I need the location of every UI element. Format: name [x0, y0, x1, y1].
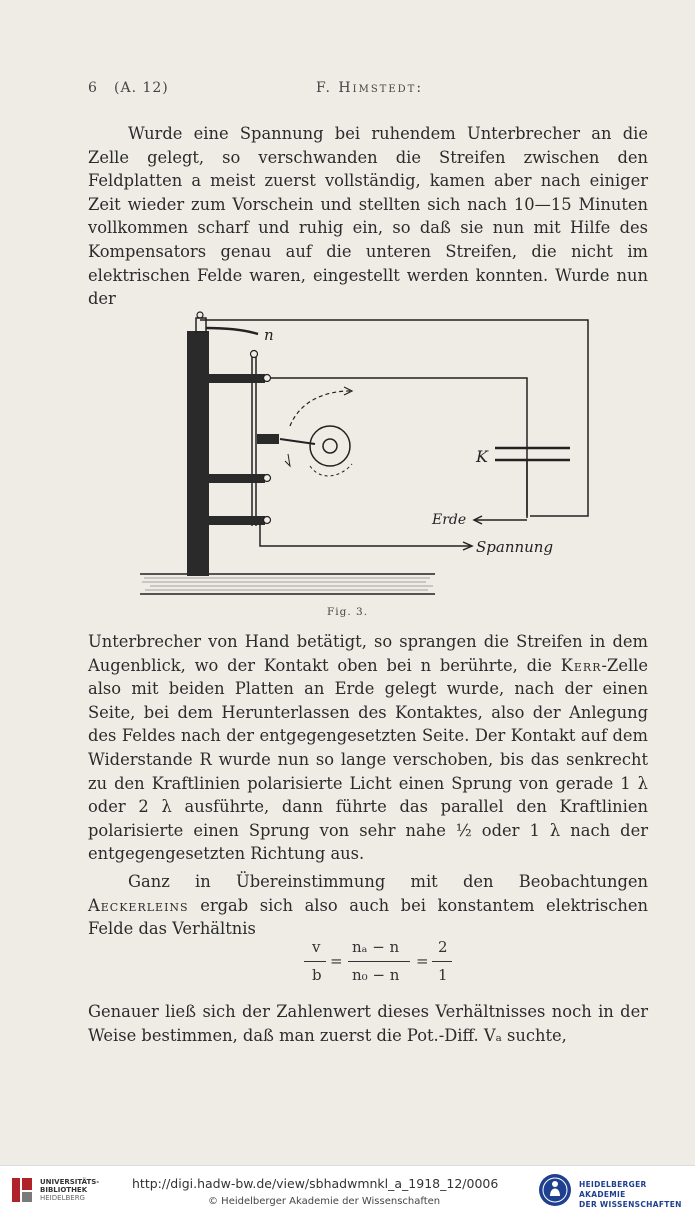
formula-mid-den: n₀ − n: [352, 966, 400, 984]
formula-right-num: 2: [438, 938, 448, 956]
contact-arms: [209, 374, 271, 525]
page-number: 6: [88, 80, 98, 96]
paragraph-4-text: Genauer ließ sich der Zahlenwert dieses Verhältnisses noch in der Weise bestimmen, daß man zuerst die Pot.-Diff. Vₐ suchte,: [88, 1002, 648, 1045]
academy-name: [579, 1180, 695, 1210]
paragraph-3-part-b: ergab sich also auch bei konstantem elektrischen Felde das Verhältnis: [88, 895, 648, 939]
paragraph-1: [88, 122, 648, 311]
label-erde: Erde: [432, 512, 467, 528]
rotating-wheel: [257, 387, 352, 476]
paragraph-3-part-a: Ganz in Übereinstimmung mit den Beobachtungen: [128, 872, 648, 891]
copyright-notice: © Heidelberger Akademie der Wissenschaften: [208, 1196, 441, 1207]
contact-n: [196, 312, 258, 334]
paragraph-2: [88, 630, 648, 866]
formula-eq-1: =: [330, 952, 343, 970]
paragraph-2-part-b: -Zelle also mit beiden Platten an Erde gelegt wurde, nach der einen Seite, bei dem Herunterlassen des Kontaktes, also der Anlegung des Feldes nach der entgegengesetzten Seite. Der Kontakt auf dem Widerstande R wurde nun so lange verschoben, bis das senkrecht zu den Kraftlinien polarisierte Licht einen Sprung von gerade 1 λ oder 2 λ ausführte, dann führte das parallel den Kraftlinien polarisierte einen Sprung von sehr nahe ½ oder 1 λ nach der entgegengesetzten Richtung aus.: [88, 655, 648, 864]
formula-left-bar: [304, 961, 326, 962]
library-line-3: HEIDELBERG: [40, 1194, 85, 1202]
running-author: F. Himstedt:: [316, 80, 424, 96]
paragraph-2-part-a: Unterbrecher von Hand betätigt, so sprangen die Streifen in dem Augenblick, wo der Kontakt oben bei n berührte, die: [88, 632, 648, 675]
figure-3-diagram: [130, 306, 590, 606]
name-aeckerlein: Aeckerleins: [88, 895, 189, 915]
formula-left-den: b: [312, 966, 322, 984]
page-reference: (A. 12): [114, 80, 169, 96]
formula-eq-2: =: [416, 952, 429, 970]
paragraph-4: [88, 1000, 648, 1047]
figure-caption: Fig. 3.: [326, 606, 369, 618]
vertical-post: [187, 331, 209, 576]
university-library-name: [40, 1178, 99, 1202]
name-kerr: Kerr: [560, 655, 602, 675]
paragraph-3: [88, 870, 648, 941]
university-library-logo-icon: [8, 1174, 36, 1206]
permalink-url[interactable]: http://digi.hadw-bw.de/view/sbhadwmnkl_a_1918_12/0006: [132, 1176, 499, 1191]
label-k: K: [476, 447, 488, 466]
academy-line-2: DER WISSENSCHAFTEN: [579, 1200, 682, 1209]
formula-left-num: v: [312, 938, 321, 956]
formula-right-bar: [432, 961, 452, 962]
library-line-1: UNIVERSITÄTS-: [40, 1178, 100, 1186]
formula-mid-num: nₐ − n: [352, 938, 400, 956]
academy-line-1: HEIDELBERGER AKADEMIE: [579, 1180, 647, 1199]
label-spannung: Spannung: [476, 538, 554, 556]
label-n: n: [264, 326, 274, 344]
condenser-k: [495, 448, 570, 518]
viewer-footer: [0, 1165, 695, 1214]
library-line-2: BIBLIOTHEK: [40, 1186, 88, 1194]
formula-mid-bar: [348, 961, 410, 962]
paragraph-2-text: [88, 630, 648, 866]
academy-seal-icon: [538, 1170, 572, 1210]
paragraph-3-text: [88, 870, 648, 941]
circuit-diagram: [130, 306, 590, 606]
base-ground: [140, 574, 435, 594]
ratio-formula: [300, 938, 460, 990]
paragraph-1-text: Wurde eine Spannung bei ruhendem Unterbrecher an die Zelle gelegt, so verschwanden die Streifen zwischen den Feldplatten a meist zuerst vollständig, kamen aber nach einiger Zeit wieder zum Vorschein und stellten sich nach 10—15 Minuten vollkommen scharf und ruhig ein, so daß sie nun mit Hilfe des Kompensators genau auf die unteren Streifen, die nicht im elektrischen Felde waren, eingestellt werden konnten. Wurde nun der: [88, 124, 648, 309]
formula-right-den: 1: [438, 966, 448, 984]
